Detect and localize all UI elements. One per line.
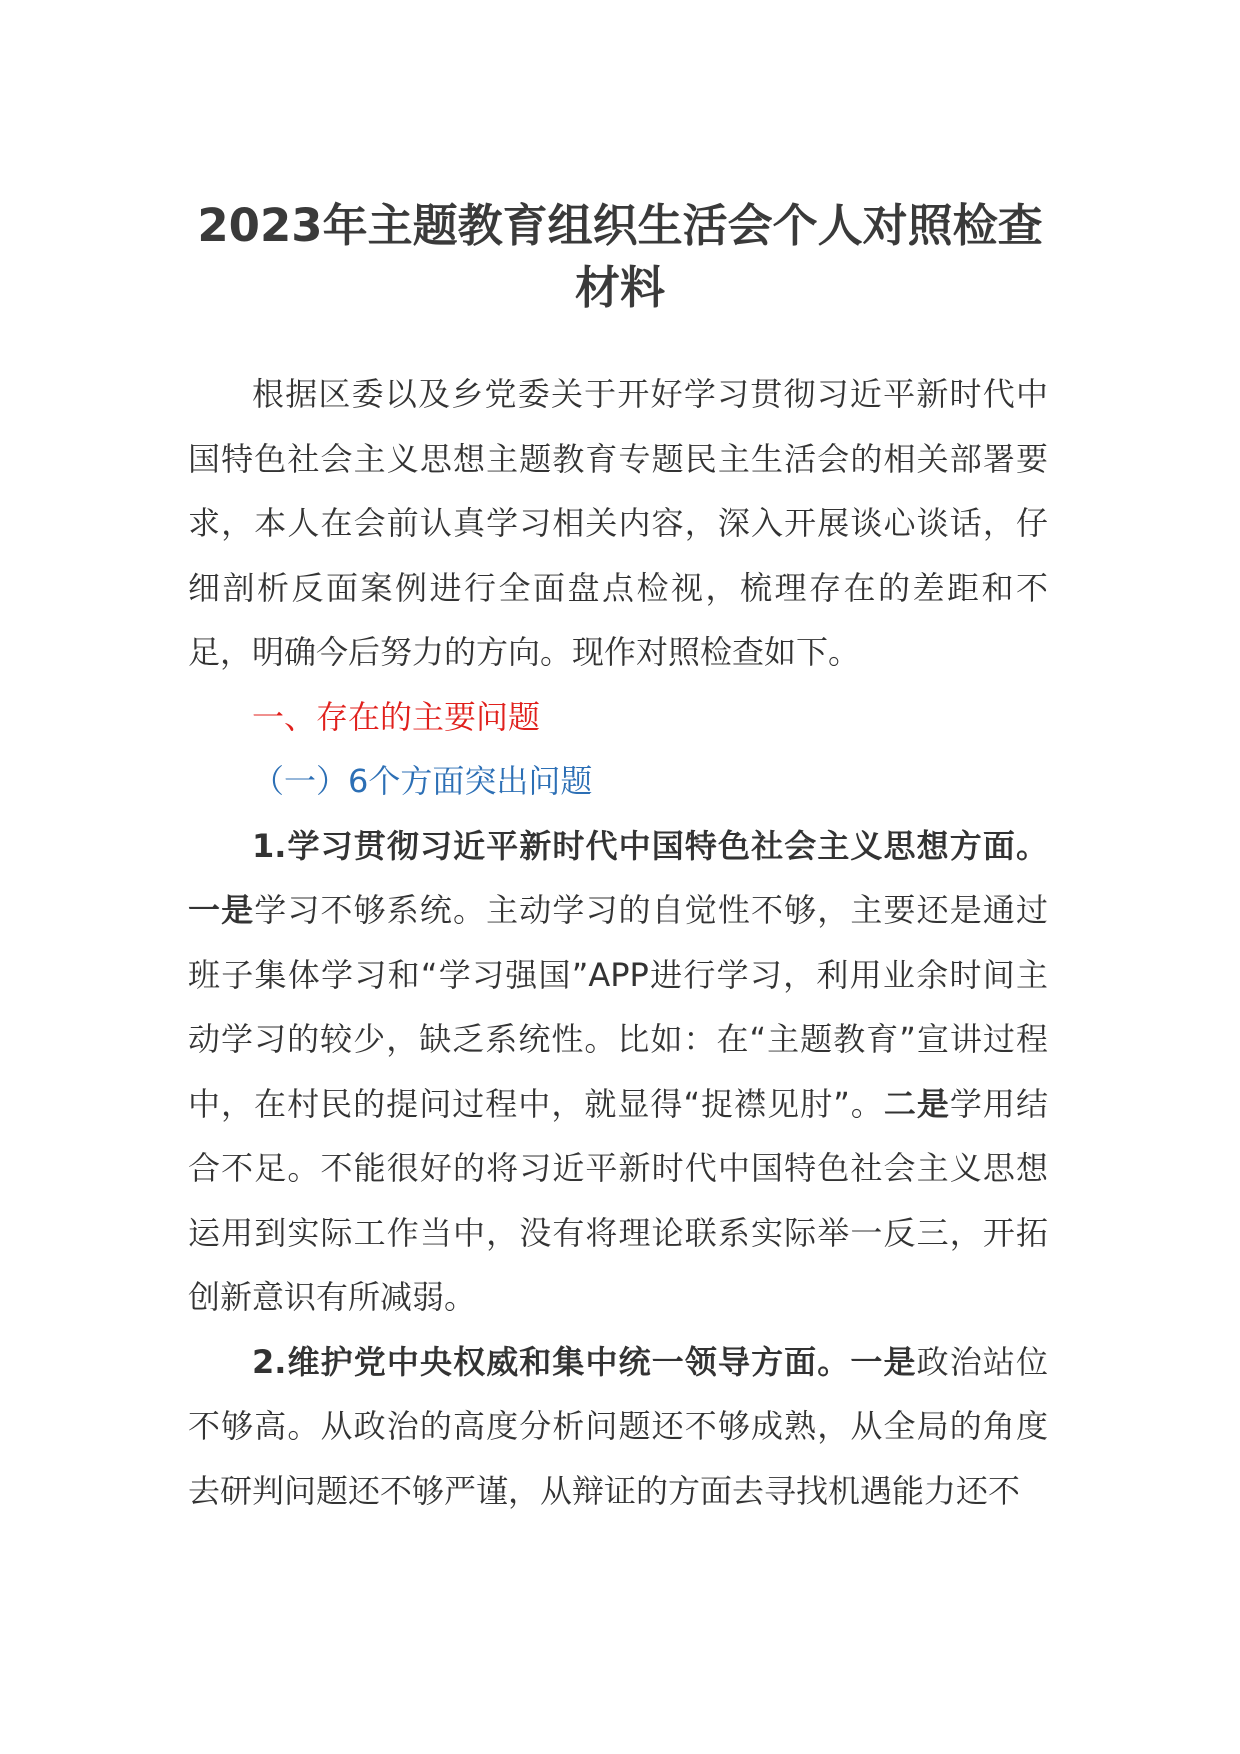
section-heading: 一、存在的主要问题 [252,697,541,736]
item-1-heading: 1.学习贯彻习近平新时代中国特色社会主义思想方面。 [252,826,1048,865]
item-2-point-1-text: 政治站位不够高。从政治的高度分析问题还不够成熟，从全局的角度去研判问题还不够严谨，从辩证的方面去寻找机遇能力还不 [188,1342,1048,1510]
item-1-paragraph [188,814,1048,1330]
item-2-paragraph [188,1330,1048,1524]
item-2-heading: 2.维护党中央权威和集中统一领导方面。 [252,1342,851,1381]
title-line-1: 2023年主题教育组织生活会个人对照检查 [197,199,1043,252]
subsection-heading: （一）6个方面突出问题 [252,762,593,800]
item-2-point-1-label: 一是 [850,1342,917,1381]
item-1-point-2-label: 二是 [883,1084,950,1123]
document-title [150,195,1090,319]
title-line-2: 材料 [574,261,665,314]
document-body [188,362,1048,1523]
item-1-point-2-text: 学用结合不足。不能很好的将习近平新时代中国特色社会主义思想运用到实际工作当中，没有将理论联系实际举一反三，开拓创新意识有所减弱。 [188,1084,1048,1316]
item-1-point-1-label: 一是 [188,891,255,929]
intro-paragraph: 根据区委以及乡党委关于开好学习贯彻习近平新时代中国特色社会主义思想主题教育专题民主生活会的相关部署要求，本人在会前认真学习相关内容，深入开展谈心谈话，仔细剖析反面案例进行全面盘点检视，梳理存在的差距和不足，明确今后努力的方向。现作对照检查如下。 [188,375,1048,671]
item-1-point-1-text: 学习不够系统。主动学习的自觉性不够，主要还是通过班子集体学习和“学习强国”APP进行学习，利用业余时间主动学习的较少，缺乏系统性。比如：在“主题教育”宣讲过程中，在村民的提问过程中，就显得“捉襟见肘”。 [188,891,1048,1123]
